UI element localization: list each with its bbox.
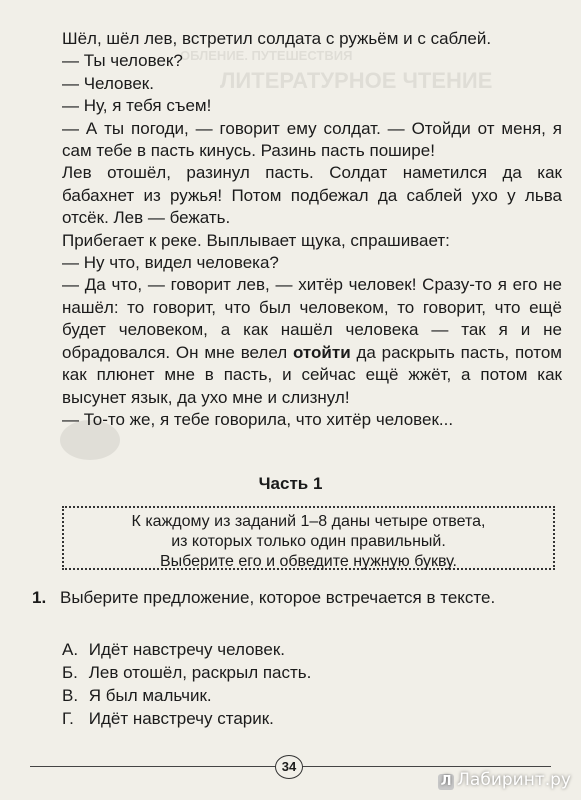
answer-option-b[interactable] bbox=[62, 661, 311, 684]
answer-option-a[interactable] bbox=[62, 638, 311, 661]
option-letter: Б. bbox=[62, 663, 78, 682]
part-title: Часть 1 bbox=[258, 474, 323, 493]
option-text: Идёт навстречу человек. bbox=[88, 640, 285, 659]
bold-word: отойти bbox=[292, 342, 351, 362]
story-text bbox=[62, 28, 562, 431]
bleed-through-text: ЛИТЕРАТУРНОЕ ЧТЕНИЕ bbox=[220, 68, 493, 93]
watermark-text: Лабиринт.ру bbox=[457, 770, 571, 790]
answer-option-v[interactable] bbox=[62, 684, 311, 707]
watermark bbox=[438, 770, 571, 790]
story-paragraph: Прибегает к реке. Выплывает щука, спрашивает: bbox=[62, 230, 450, 250]
answer-option-g[interactable] bbox=[62, 707, 311, 730]
labirint-logo-icon: Л bbox=[438, 774, 454, 790]
question-number: 1. bbox=[32, 588, 47, 607]
story-paragraph: — А ты погоди, — говорит ему солдат. — Отойди от меня, я сам тебе в пасть кинусь. Разинь пасть пошире! bbox=[62, 118, 562, 161]
story-paragraph-with-bold bbox=[62, 274, 562, 408]
answer-options bbox=[62, 638, 311, 730]
story-paragraph: Лев отошёл, разинул пасть. Солдат наметился да как бабахнет из ружья! Потом подбежал да саблей ухо у льва отсёк. Лев — бежать. bbox=[62, 163, 562, 228]
story-text-after-bold: да раскрыть пасть, потом как плюнет мне в пасть, и сейчас ещё жжёт, а потом как высунет язык, да ухо мне и слизнул! bbox=[62, 342, 562, 407]
story-paragraph: — То-то же, я тебе говорила, что хитёр человек... bbox=[62, 409, 454, 429]
page-number: 34 bbox=[275, 755, 303, 779]
option-text: Лев отошёл, раскрыл пасть. bbox=[88, 663, 312, 682]
instruction-line: К каждому из заданий 1–8 даны четыре ответа, bbox=[131, 513, 486, 530]
story-text-before-bold: — Да что, — говорит лев, — хитёр человек! Сразу-то я его не нашёл: то говорит, что был человеком, то говорит, что ещё будет человеком, а как нашёл человека — так я и не обрадовался. Он мне велел bbox=[62, 275, 562, 362]
instruction-line: Выберите его и обведите нужную букву. bbox=[160, 553, 457, 570]
instruction-box bbox=[62, 506, 555, 570]
option-text: Я был мальчик. bbox=[88, 686, 212, 705]
option-letter: А. bbox=[62, 640, 79, 659]
option-letter: Г. bbox=[62, 709, 74, 728]
question-text: Выберите предложение, которое встречается в тексте. bbox=[60, 588, 496, 607]
story-paragraph: Шёл, шёл лев, встретил солдата с ружьём и с саблей. bbox=[62, 29, 492, 48]
option-letter: В. bbox=[62, 686, 79, 705]
story-paragraph: — Ну, я тебя съем! bbox=[62, 96, 212, 116]
bleed-through-text: ОБЛЕНИЕ. ПУТЕШЕСТВИЯ bbox=[180, 48, 353, 63]
story-paragraph: — Человек. bbox=[62, 73, 154, 93]
option-text: Идёт навстречу старик. bbox=[88, 709, 274, 728]
instruction-line: из которых только один правильный. bbox=[171, 533, 446, 550]
story-paragraph: — Ну что, видел человека? bbox=[62, 253, 279, 273]
story-paragraph: — Ты человек? bbox=[62, 51, 183, 71]
question bbox=[32, 587, 552, 609]
